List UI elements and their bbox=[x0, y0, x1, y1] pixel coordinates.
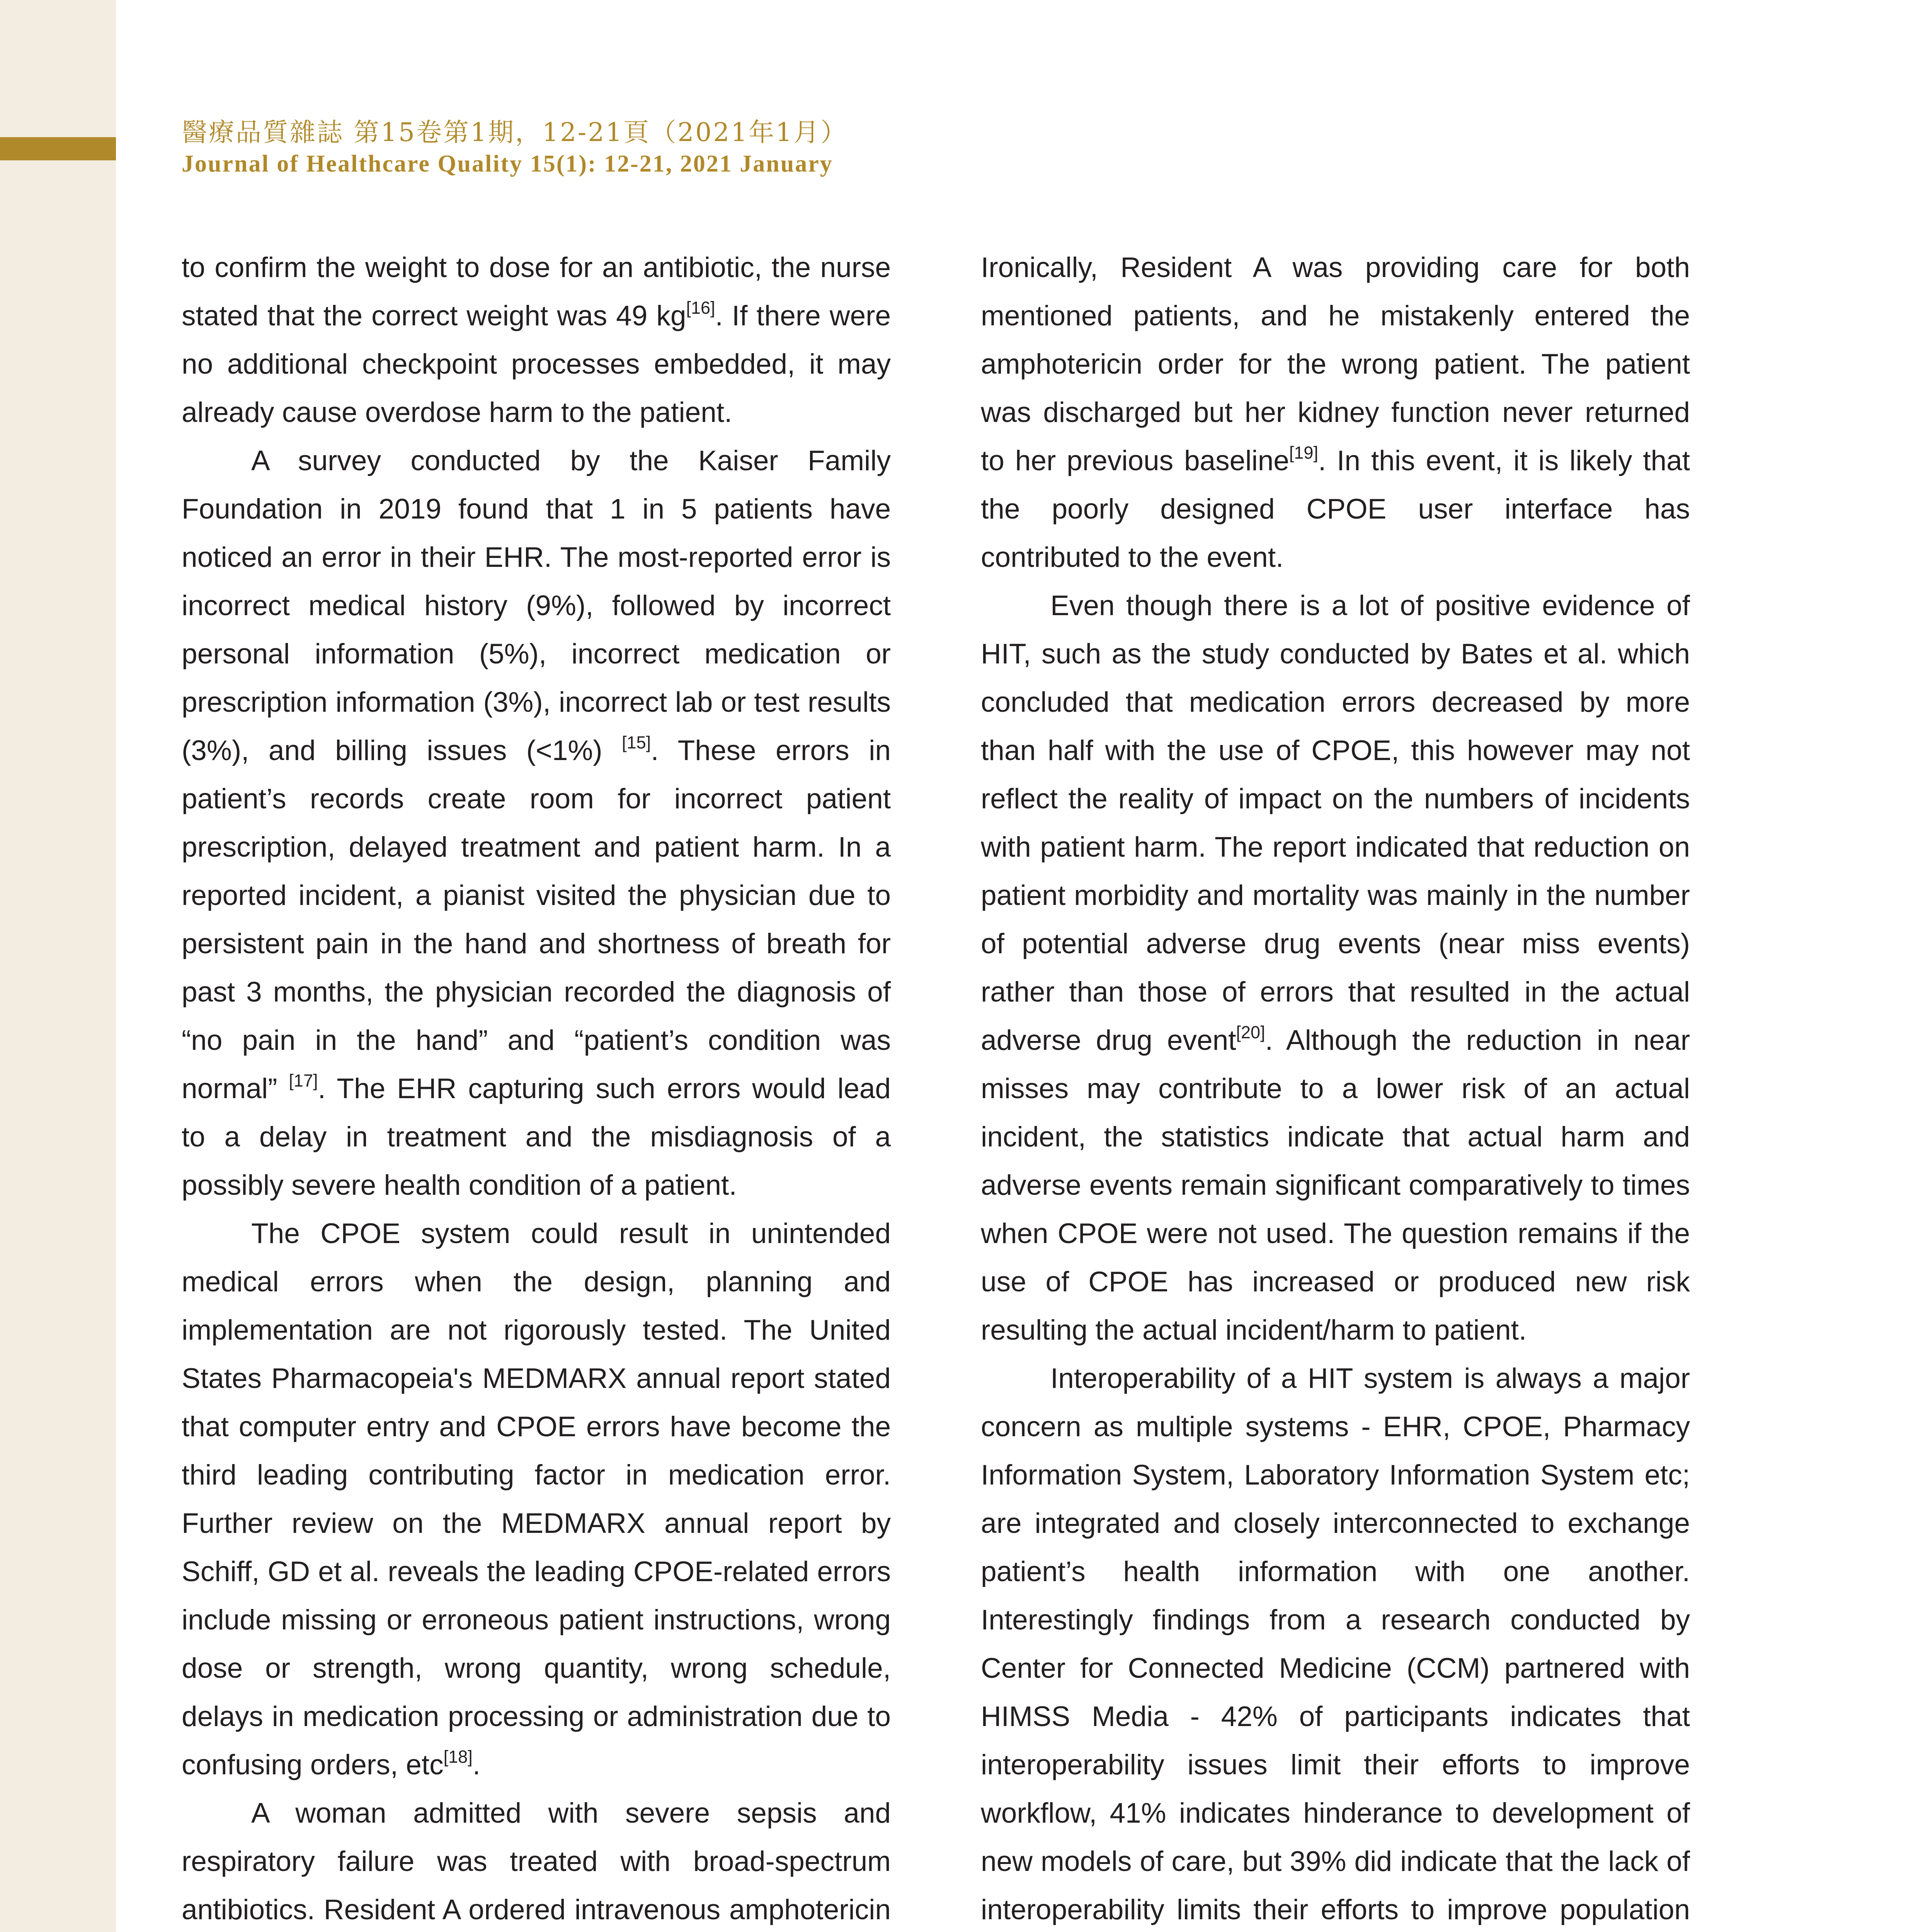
left-column bbox=[182, 243, 891, 1932]
paragraph-text: to confirm the weight to dose for an antibiotic, the nurse stated that the correct weight was 49 kg bbox=[182, 252, 891, 332]
paragraph-text: Even though there is a lot of positive evidence of HIT, such as the study conducted by Bates et al. which concluded that medication errors decreased by more than half with the use of CPOE, this however may not reflect the reality of impact on the numbers of incidents with patient harm. The report indicated that reduction on patient morbidity and mortality was mainly in the number of potential adverse drug events (near miss events) rather than those of errors that resulted in the actual adverse drug event bbox=[981, 590, 1690, 1056]
paragraph-text: A woman admitted with severe sepsis and respiratory failure was treated with broad-spectrum antibiotics. Resident A ordered intravenous amphotericin bbox=[182, 1798, 891, 1925]
paragraph-text: The CPOE system could result in unintended medical errors when the design, planning and implementation are not rigorously tested. The United States Pharmacopeia's MEDMARX annual report stated that computer entry and CPOE errors have become the third leading contributing factor in medication error. Further review on the MEDMARX annual report by Schiff, GD et al. reveals the leading CPOE-related errors include missing or erroneous patient instructions, wrong dose or strength, wrong quantity, wrong schedule, delays in medication processing or administration due to confusing orders, etc bbox=[182, 1218, 891, 1781]
paragraph-text: . If there were no additional checkpoint processes embedded, it may already cause overdose harm to the patient. bbox=[182, 300, 891, 428]
paragraph-text: . The EHR capturing such errors would lead to a delay in treatment and the misdiagnosis of a possibly severe health condition of a patient. bbox=[182, 1073, 891, 1201]
paragraph-text: . In this event, it is likely that the poorly designed CPOE user interface has contributed to the event. bbox=[981, 445, 1690, 573]
paragraph bbox=[981, 243, 1690, 582]
citation-ref: [17] bbox=[289, 1071, 318, 1090]
paragraph bbox=[981, 1354, 1690, 1932]
header-accent-bar bbox=[0, 137, 116, 160]
paragraph-text: . These errors in patient’s records create room for incorrect patient prescription, delayed treatment and patient harm. In a reported incident, a pianist visited the physician due to persistent pain in the hand and shortness of breath for past 3 months, the physician recorded the diagnosis of “no pain in the hand” and “patient’s condition was normal” bbox=[182, 735, 891, 1104]
paragraph-text: Interoperability of a HIT system is always a major concern as multiple systems - EHR, CPOE, Pharmacy Information System, Laboratory Information System etc; are integrated and closely interconnected to exchange patient’s health information with one another. Interestingly findings from a research conducted by Center for Connected Medicine (CCM) partnered with HIMSS Media - 42% of participants indicates that interoperability issues limit their efforts to improve workflow, 41% indicates hinderance to development of new models of care, but 39% did indicate that the lack of interoperability limits their efforts to improve population bbox=[981, 1363, 1690, 1925]
paragraph-text: . bbox=[472, 1749, 480, 1781]
header-title-zh: 醫療品質雜誌 第15卷第1期，12-21頁（2021年1月） bbox=[182, 117, 848, 147]
running-header bbox=[182, 116, 1186, 179]
paragraph bbox=[182, 1789, 891, 1932]
citation-ref: [18] bbox=[443, 1747, 473, 1767]
paragraph bbox=[182, 437, 891, 1209]
citation-ref: [16] bbox=[686, 298, 715, 318]
citation-ref: [19] bbox=[1289, 443, 1318, 463]
paragraph bbox=[182, 243, 891, 437]
paragraph-text: Ironically, Resident A was providing care for both mentioned patients, and he mistakenly entered the amphotericin order for the wrong patient. The patient was discharged but her kidney function never returned to her previous baseline bbox=[981, 252, 1690, 476]
paragraph-text: A survey conducted by the Kaiser Family Foundation in 2019 found that 1 in 5 patients have noticed an error in their EHR. The most-reported error is incorrect medical history (9%), followed by incorrect personal information (5%), incorrect medication or prescription information (3%), incorrect lab or test results (3%), and billing issues (<1%) bbox=[182, 445, 891, 766]
citation-ref: [20] bbox=[1236, 1022, 1265, 1042]
right-column bbox=[981, 243, 1690, 1932]
page-margin-strip bbox=[0, 0, 116, 1932]
header-title-en: Journal of Healthcare Quality 15(1): 12-21, 2021 January bbox=[182, 151, 833, 177]
paragraph bbox=[182, 1209, 891, 1789]
citation-ref: [15] bbox=[622, 733, 651, 752]
paragraph bbox=[981, 582, 1690, 1354]
paragraph-text: . Although the reduction in near misses may contribute to a lower risk of an actual incident, the statistics indicate that actual harm and adverse events remain significant comparatively to times when CPOE were not used. The question remains if the use of CPOE has increased or produced new risk resulting the actual incident/harm to patient. bbox=[981, 1025, 1690, 1346]
